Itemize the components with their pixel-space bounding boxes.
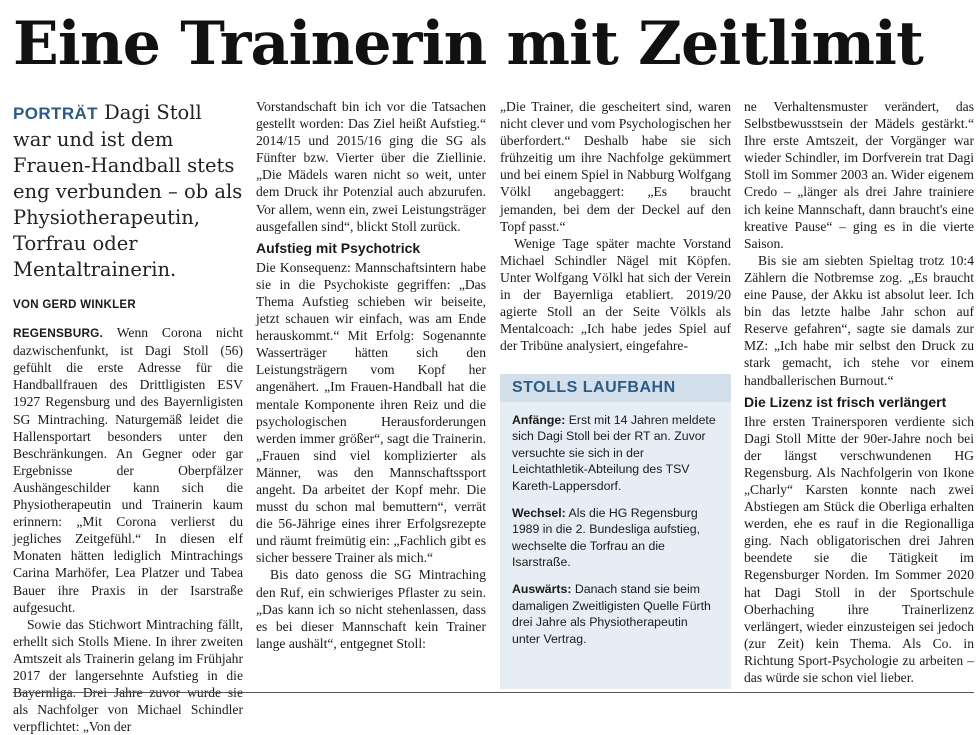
info-box-text: Erst mit 14 Jahren meldete sich Dagi Stoll bei der RT an. Zuvor versuchte sie sich in der Leichtathletik-Abteilung des TSV Kareth-Lappersdorf. [512, 412, 716, 493]
career-info-box [500, 374, 731, 689]
article-column-2 [256, 98, 486, 689]
intro-kicker: PORTRÄT [13, 104, 98, 123]
column1-paragraph-1 [13, 324, 243, 616]
subhead-aufstieg: Aufstieg mit Psychotrick [256, 239, 421, 256]
column1-paragraph-2: Sowie das Stichwort Mintraching fällt, erhellt sich Stolls Miene. In ihrer zweiten Amtszeit als Trainerin gelang im Frühjahr 2017 der langersehnte Aufstieg in die Bayernliga. Drei Jahre zuvor wurde sie als Nachfolger von Michael Schindler verpflichtet: „Von der [13, 616, 243, 735]
column3-paragraph-2: Wenige Tage später machte Vorstand Michael Schindler Nägel mit Köpfen. Unter Wolfgang Völkl hat sich der Verein in der Bayernliga etabliert. 2019/20 agierte Stoll an der Seite Völkls als Mentalcoach: „Ich habe jedes Spiel auf der Tribüne analysiert, eingefahre- [500, 235, 731, 354]
info-box-item-wechsel [500, 505, 731, 571]
info-box-text: Danach stand sie beim damaligen Zweitligisten Quelle Fürth drei Jahre als Physiotherapeutin unter Vertrag. [512, 581, 711, 646]
dateline: REGENSBURG. [13, 326, 104, 341]
column4-paragraph-2: Bis sie am siebten Spieltag trotz 10:4 Zählern die Notbremse zog. „Es braucht eine Pause, der Akku ist absolut leer. Ich bin das letzte halbe Jahr schon auf Reserve gefahren“, sagte sie damals zur MZ: „Ich habe mir selbst den Druck zu stark gemacht, ich stehe vor einem handballerischen Burnout.“ [744, 252, 974, 388]
column1-paragraph-1-text: Wenn Corona nicht dazwischenfunkt, ist Dagi Stoll (56) gefühlt die erste Adresse für die Handballfrauen des Drittligisten ESV 1927 Regensburg und des Bayernligisten SG Mintraching. Naturgemäß leidet die Hallensportart besonders unter den Beschränkungen. An Gegner oder gar Ergebnisse der Oberpfälzer Aushängeschilder kann sich die Physiotherapeutin und Trainerin kaum erinnern: „Mit Corona verlierst du jegliches Zeitgefühl.“ In diesen elf Monaten hätten lediglich Mintrachings Carina Marhöfer, Lea Platzer und Tabea Bauer ihre Praxis in der Isarstraße aufgesucht. [13, 325, 243, 615]
column3-paragraph-1: „Die Trainer, die gescheitert sind, waren nicht clever und vom Psychologischen her überfordert.“ Deshalb habe sie sich frühzeitig um ihre Nachfolge gekümmert und bei einem Spiel in Nabburg Wolfgang Völkl angebaggert: „Es braucht jemanden, bei dem der Deckel auf den Topf passt.“ [500, 99, 731, 234]
article-column-4 [744, 98, 974, 689]
info-box-text: Als die HG Regensburg 1989 in die 2. Bundesliga aufstieg, wechselte die Torfrau an die Isarstraße. [512, 505, 701, 570]
article-column-3 [500, 98, 731, 689]
column2-paragraph-3: Bis dato genoss die SG Mintraching den Ruf, ein schwieriges Pflaster zu sein. „Das kann ich so nicht stehenlassen, dass es bei dieser Mannschaft kein Trainer lange aushält“, entgegnet Stoll: [256, 567, 486, 651]
column2-paragraph-2: Die Konsequenz: Mannschaftsintern habe sie in die Psychokiste gegriffen: „Das Thema Aufstieg schieben wir beiseite, jetzt schauen wir einfach, was am Ende herauskommt.“ Mit Erfolg: Sogenannte Wasserträger hätten sich den Leistungsträgern vom Kopf her angenähert. „Im Frauen-Handball hat die mentale Komponente ihren Reiz und die psychologischen Herausforderungen werden immer größer“, sagt die Trainerin. „Frauen sind viel komplizierter als Männer, was den Mannschaftssport angeht. Da arbeitet der Kopf mehr. Die musst du schon mal bemuttern“, verrät die 56-Jährige eines ihrer Erfolgsrezepte und räumt freimütig ein: „Fachlich gibt es sicher bessere Trainer als mich.“ [256, 259, 486, 566]
subhead-lizenz: Die Lizenz ist frisch verlängert [744, 393, 947, 410]
info-box-item-anfaenge [500, 412, 731, 495]
column4-paragraph-1: ne Verhaltensmuster verändert, das Selbstbewusstsein der Mädels gestärkt.“ Ihre erste Amtszeit, der Vorgänger war wieder Schindler, im Dorfverein trat Dagi Stoll im Sommer 2003 an. Wider eigenem Credo – „länger als drei Jahre trainiere ich keine Mannschaft, dann braucht's eine kreative Pause“ – ging es in die vierte Saison. [744, 99, 974, 251]
article-headline: Eine Trainerin mit Zeitlimit [13, 9, 924, 79]
article-intro [13, 100, 243, 283]
column2-paragraph-1: Vorstandschaft bin ich vor die Tatsachen gestellt worden: Das Ziel heißt Aufstieg.“ 2014/15 und 2015/16 ging die SG als Fünfter bzw. Vierter über die Ziellinie. „Die Mädels waren nicht so weit, unter dem Druck ihr Potenzial auch abzurufen. Vor allem, wenn ein, zwei Leistungsträger ausgefallen sind“, blickt Stoll zurück. [256, 99, 486, 234]
intro-text: Dagi Stoll war und ist dem Frauen-Handball stets eng verbunden – ob als Physiotherapeutin, Torfrau oder Mentaltrainerin. [13, 101, 243, 281]
bottom-rule [13, 692, 974, 693]
byline: VON GERD WINKLER [13, 299, 136, 311]
info-box-label: Anfänge: [512, 412, 566, 427]
info-box-label: Auswärts: [512, 581, 572, 596]
info-box-item-auswaerts [500, 581, 731, 647]
article-column-1 [13, 98, 243, 735]
info-box-label: Wechsel: [512, 505, 566, 520]
info-box-title: STOLLS LAUFBAHN [500, 374, 731, 402]
column4-paragraph-3: Ihre ersten Trainersporen verdiente sich Dagi Stoll Mitte der 90er-Jahre noch bei der längst verschwundenen HG Regensburg. Als Nachfolgerin von Ikone „Charly“ Karsten konnte nach zwei Abstiegen am Stück die Oberliga erhalten werden, ehe es rauf in die Regionalliga ging. Nach obligatorischen drei Jahren beendete sie die Tätigkeit im Regensburger Norden. Im Sommer 2020 hat Dagi Stoll in der Sportschule Oberhaching ihre Trainerlizenz verlängert, wieder einzusteigen sei jedoch (zur Zeit) kein Thema. Als Co. in Richtung Sport-Psychologie zu arbeiten – das würde sie schon viel lieber. [744, 413, 974, 685]
